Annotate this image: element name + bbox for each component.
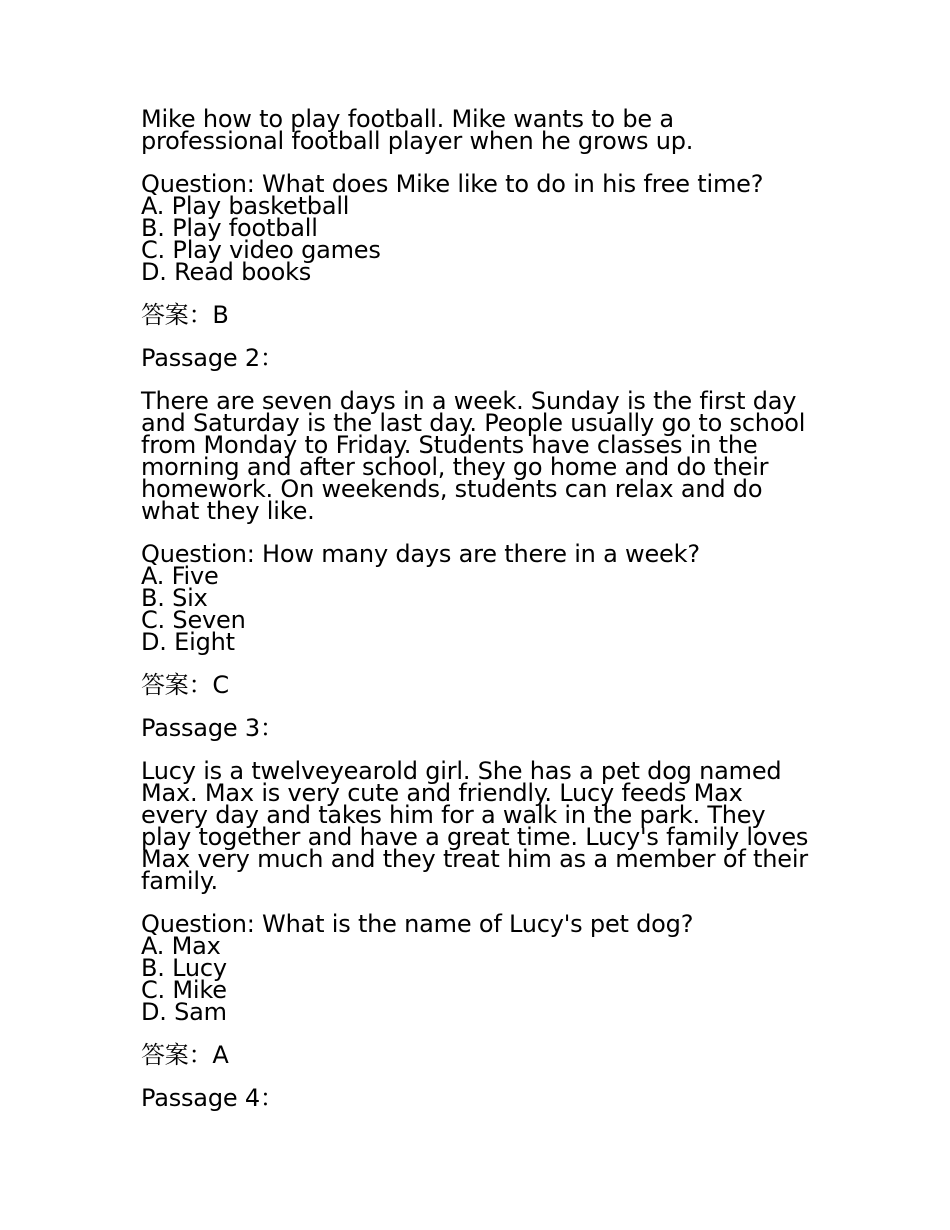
passage-line: Lucy is a twelveyearold girl. She has a pet dog named — [141, 757, 782, 785]
passage-2-heading: Passage 2： — [141, 344, 284, 372]
passage-2-text — [141, 387, 821, 525]
option-d: D. Read books — [141, 258, 312, 286]
passage-line: play together and have a great time. Lucy's family loves — [141, 823, 809, 851]
answer-3: 答案：A — [141, 1041, 229, 1069]
option-c: C. Play video games — [141, 236, 381, 264]
option-a: A. Five — [141, 562, 219, 590]
passage-line: There are seven days in a week. Sunday is the first day — [141, 387, 797, 415]
question-block-2 — [141, 540, 821, 656]
passage-3-text — [141, 757, 821, 895]
question-block-1 — [141, 170, 821, 286]
option-d: D. Sam — [141, 998, 227, 1026]
option-b: B. Six — [141, 584, 208, 612]
option-a: A. Max — [141, 932, 221, 960]
passage-line: homework. On weekends, students can relax and do — [141, 475, 763, 503]
passage-line: family. — [141, 867, 218, 895]
answer-1: 答案：B — [141, 301, 229, 329]
passage-line: from Monday to Friday. Students have classes in the — [141, 431, 758, 459]
answer-2: 答案：C — [141, 671, 229, 699]
passage-4-heading: Passage 4： — [141, 1084, 284, 1112]
option-c: C. Seven — [141, 606, 246, 634]
option-b: B. Lucy — [141, 954, 227, 982]
passage-line: Max very much and they treat him as a member of their — [141, 845, 808, 873]
question-text: Question: What is the name of Lucy's pet dog? — [141, 910, 694, 938]
question-text: Question: How many days are there in a week? — [141, 540, 700, 568]
passage-line: Max. Max is very cute and friendly. Lucy feeds Max — [141, 779, 743, 807]
passage-line: every day and takes him for a walk in the park. They — [141, 801, 766, 829]
document-body — [141, 105, 821, 1130]
option-d: D. Eight — [141, 628, 235, 656]
passage-line: morning and after school, they go home and do their — [141, 453, 769, 481]
question-text: Question: What does Mike like to do in his free time? — [141, 170, 764, 198]
passage-line: what they like. — [141, 497, 315, 525]
passage-line: professional football player when he grows up. — [141, 127, 694, 155]
passage-line: and Saturday is the last day. People usually go to school — [141, 409, 806, 437]
option-c: C. Mike — [141, 976, 227, 1004]
passage-line: Mike how to play football. Mike wants to be a — [141, 105, 674, 133]
passage-1-continuation — [141, 105, 821, 155]
option-b: B. Play football — [141, 214, 318, 242]
option-a: A. Play basketball — [141, 192, 350, 220]
question-block-3 — [141, 910, 821, 1026]
passage-3-heading: Passage 3： — [141, 714, 284, 742]
